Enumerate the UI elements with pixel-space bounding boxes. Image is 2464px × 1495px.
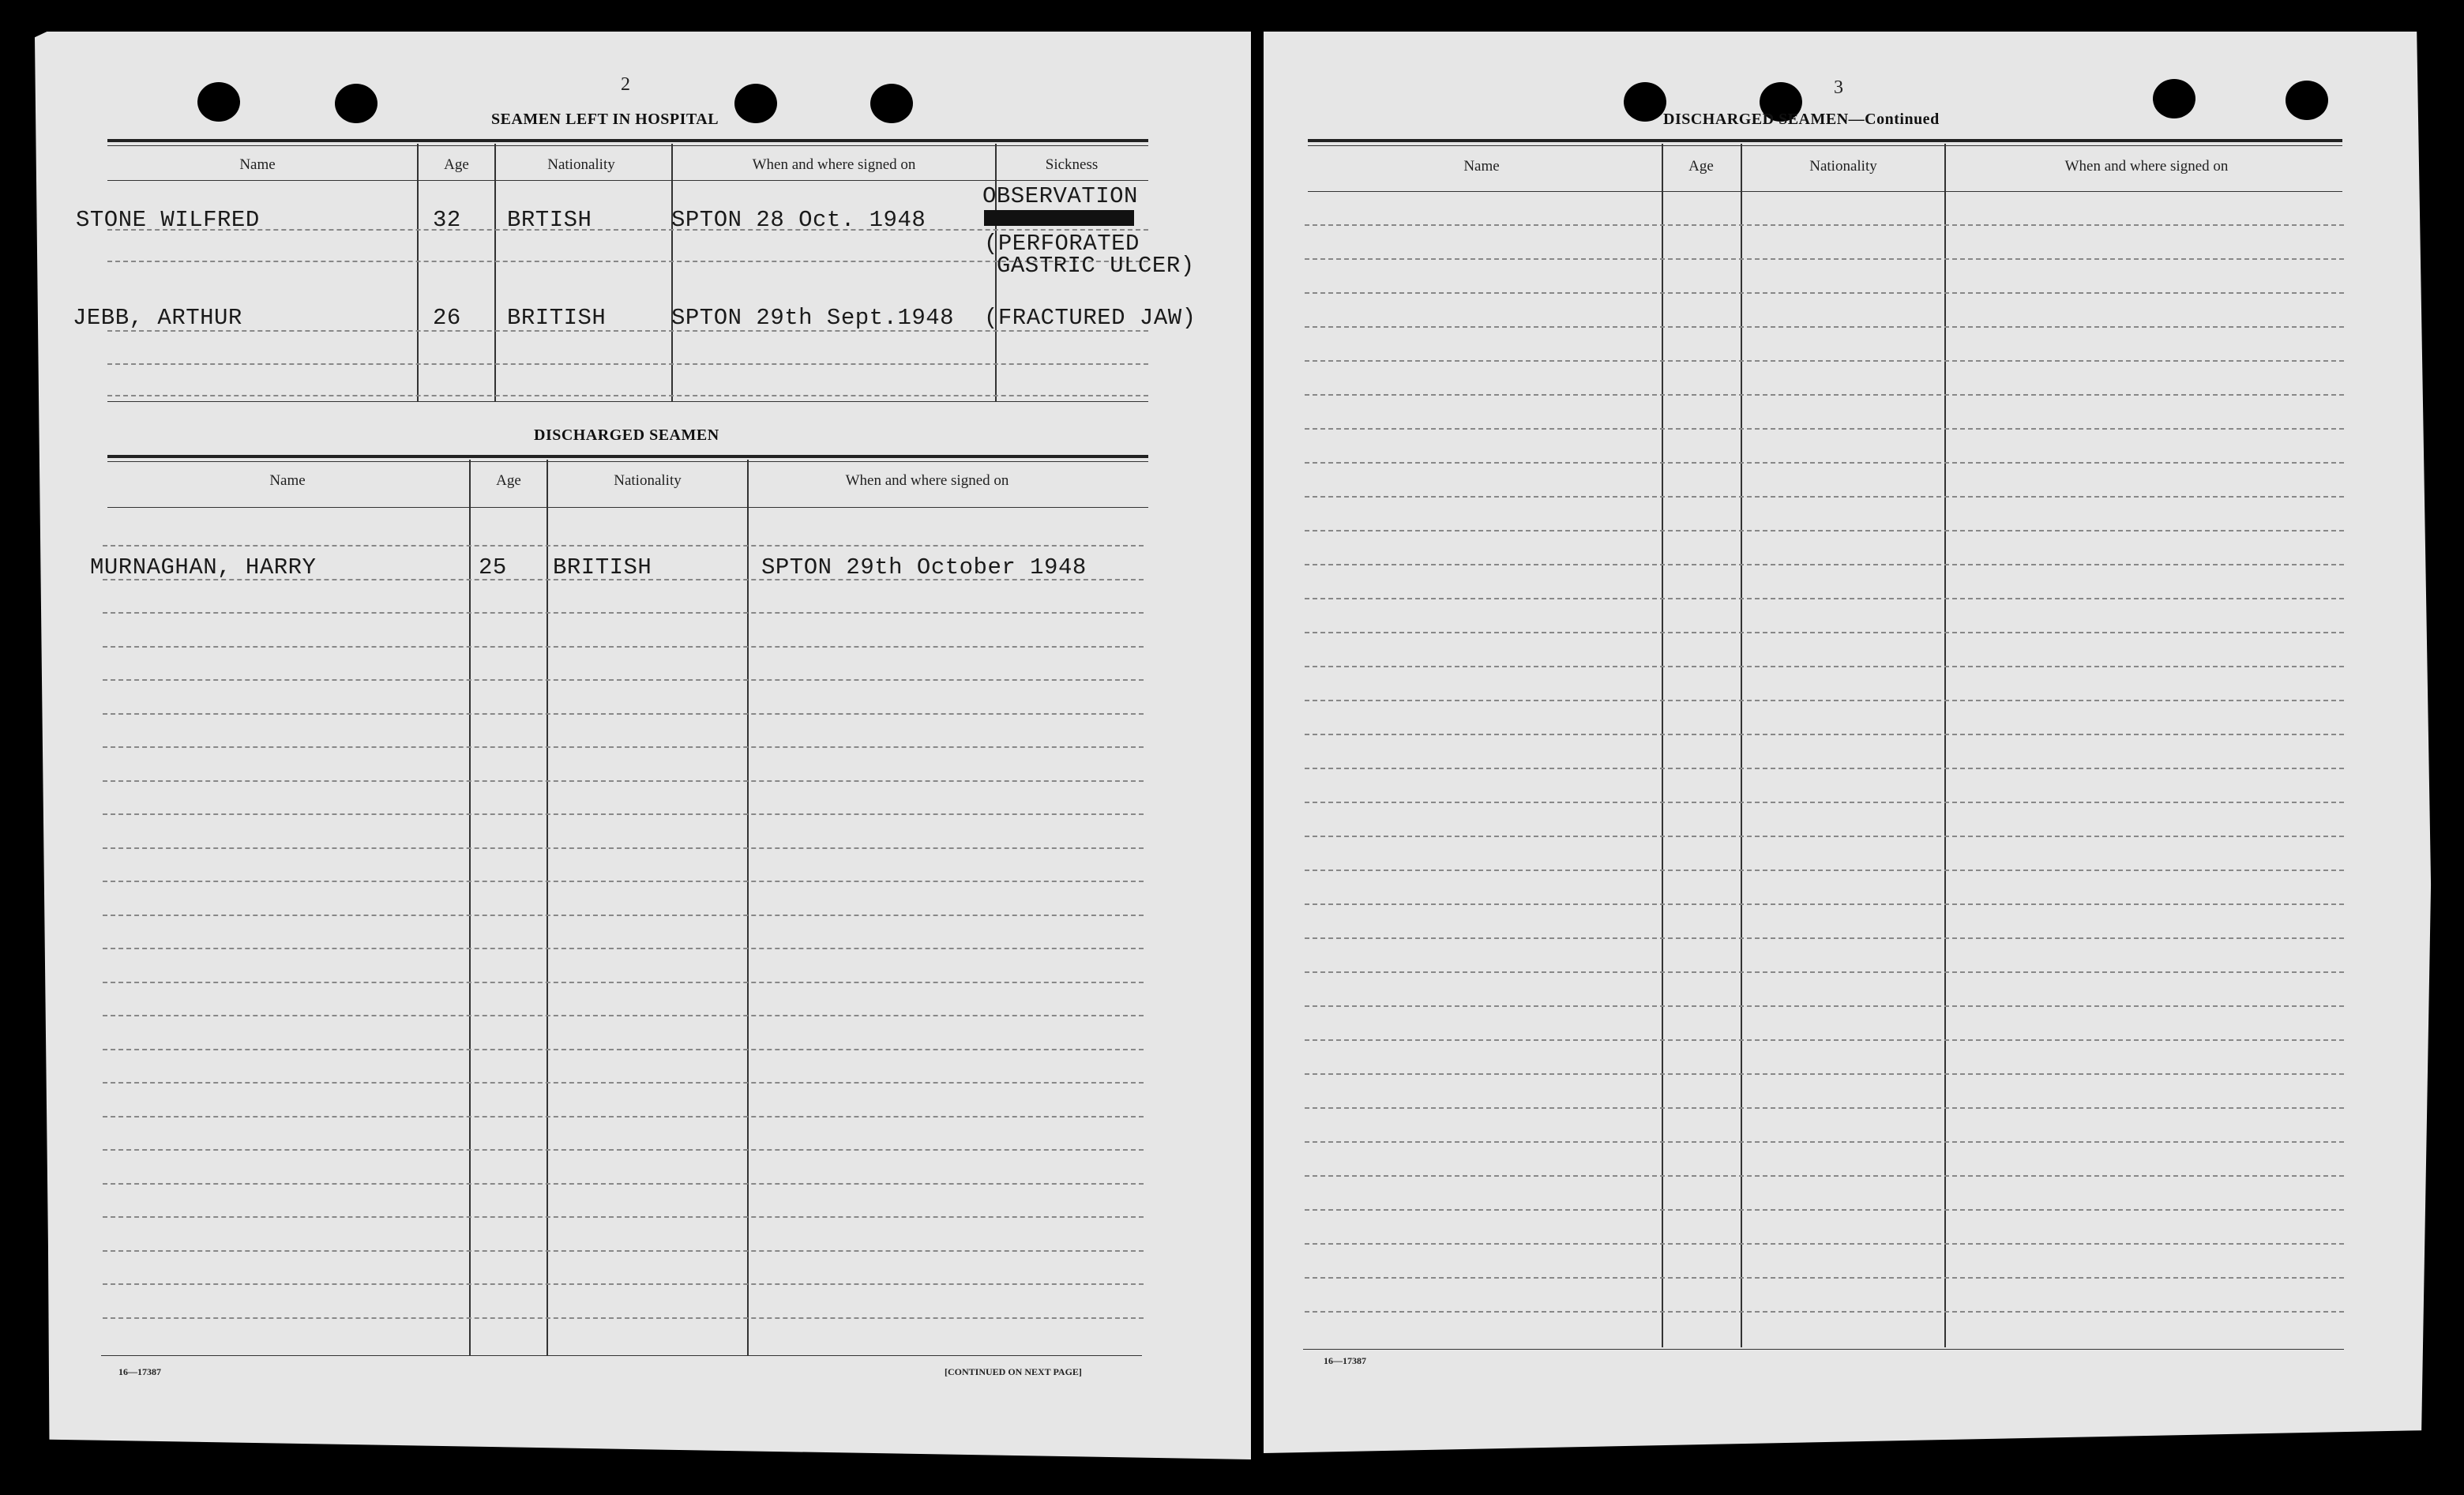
page-number: 2 bbox=[621, 74, 630, 95]
column-header-signed-on: When and where signed on bbox=[752, 156, 916, 173]
table-row-sickness: OBSERVATION bbox=[982, 183, 1138, 209]
entry-line bbox=[1305, 1039, 2344, 1041]
entry-line bbox=[103, 847, 1144, 849]
table-row-sickness: (FRACTURED JAW) bbox=[984, 305, 1196, 331]
entry-line bbox=[1305, 428, 2344, 430]
entry-line bbox=[103, 1317, 1144, 1319]
entry-line bbox=[1305, 1107, 2344, 1109]
column-divider bbox=[1662, 144, 1663, 1347]
entry-line bbox=[1305, 1311, 2344, 1313]
table-rule bbox=[1308, 139, 2342, 142]
entry-line bbox=[1305, 870, 2344, 871]
column-header-signed-on: When and where signed on bbox=[845, 472, 1009, 489]
entry-line bbox=[1305, 1175, 2344, 1177]
entry-line bbox=[1305, 937, 2344, 939]
title-main: DISCHARGED SEAMEN bbox=[1663, 111, 1849, 128]
column-header-sickness: Sickness bbox=[1045, 156, 1099, 173]
hospital-section-title: SEAMEN LEFT IN HOSPITAL bbox=[491, 111, 719, 128]
table-rule bbox=[101, 1355, 1142, 1356]
entry-line bbox=[103, 1216, 1144, 1218]
entry-line bbox=[103, 1283, 1144, 1285]
form-number: 16—17387 bbox=[118, 1366, 161, 1377]
entry-line bbox=[1305, 734, 2344, 735]
entry-line bbox=[1305, 462, 2344, 464]
table-rule bbox=[107, 507, 1148, 508]
table-row-signed-on: SPTON 29th October 1948 bbox=[761, 554, 1087, 580]
column-divider bbox=[1944, 144, 1946, 1347]
discharged-continued-title bbox=[1663, 111, 1940, 129]
table-row-age: 26 bbox=[433, 305, 461, 331]
table-rule bbox=[1303, 1349, 2344, 1350]
entry-line bbox=[103, 1183, 1144, 1185]
title-suffix: —Continued bbox=[1848, 111, 1940, 128]
table-row-age: 32 bbox=[433, 207, 461, 233]
entry-line bbox=[1305, 530, 2344, 532]
punch-hole bbox=[734, 84, 777, 123]
page-number: 3 bbox=[1834, 77, 1843, 98]
table-row-signed-on: SPTON 28 Oct. 1948 bbox=[671, 207, 926, 233]
table-rule bbox=[107, 180, 1148, 181]
entry-line bbox=[1305, 598, 2344, 599]
column-header-age: Age bbox=[444, 156, 469, 173]
entry-line bbox=[103, 1015, 1144, 1016]
entry-line bbox=[1305, 1209, 2344, 1211]
entry-line bbox=[103, 1116, 1144, 1117]
entry-line bbox=[103, 646, 1144, 648]
entry-line bbox=[1305, 1005, 2344, 1007]
entry-line bbox=[1305, 326, 2344, 328]
punch-hole bbox=[870, 84, 913, 123]
column-divider bbox=[747, 460, 749, 1355]
column-header-nationality: Nationality bbox=[614, 472, 682, 489]
table-rule bbox=[107, 401, 1148, 402]
entry-line bbox=[103, 881, 1144, 882]
entry-line bbox=[1305, 360, 2344, 362]
entry-line bbox=[1305, 394, 2344, 396]
table-rule bbox=[107, 461, 1148, 462]
entry-line bbox=[103, 1149, 1144, 1151]
entry-line bbox=[103, 713, 1144, 715]
punch-hole bbox=[2286, 81, 2328, 120]
entry-line bbox=[1305, 292, 2344, 294]
entry-line bbox=[107, 395, 1148, 396]
entry-line bbox=[107, 261, 1148, 262]
entry-line bbox=[103, 780, 1144, 782]
entry-line bbox=[1305, 836, 2344, 837]
entry-line bbox=[1305, 1243, 2344, 1245]
table-row-sickness: GASTRIC ULCER) bbox=[997, 253, 1195, 279]
table-row-signed-on: SPTON 29th Sept.1948 bbox=[671, 305, 955, 331]
table-row-age: 25 bbox=[479, 554, 507, 580]
column-header-age: Age bbox=[1688, 158, 1714, 175]
entry-line bbox=[1305, 1141, 2344, 1143]
punch-hole bbox=[335, 84, 377, 123]
column-header-nationality: Nationality bbox=[547, 156, 615, 173]
table-row-nationality: BRITISH bbox=[507, 305, 607, 331]
entry-line bbox=[1305, 1073, 2344, 1075]
entry-line bbox=[103, 813, 1144, 815]
entry-line bbox=[1305, 1277, 2344, 1279]
column-divider bbox=[469, 460, 471, 1355]
entry-line bbox=[107, 363, 1148, 365]
entry-line bbox=[103, 1049, 1144, 1050]
continued-note: [CONTINUED ON NEXT PAGE] bbox=[945, 1366, 1082, 1377]
entry-line bbox=[1305, 700, 2344, 701]
table-row-name: MURNAGHAN, HARRY bbox=[90, 554, 317, 580]
table-rule bbox=[1308, 191, 2342, 192]
form-number: 16—17387 bbox=[1324, 1355, 1366, 1366]
entry-line bbox=[1305, 768, 2344, 769]
entry-line bbox=[1305, 802, 2344, 803]
entry-line bbox=[103, 1250, 1144, 1252]
punch-hole bbox=[197, 82, 240, 122]
column-header-age: Age bbox=[496, 472, 521, 489]
table-row-sickness: (PERFORATED bbox=[984, 231, 1140, 257]
entry-line bbox=[1305, 496, 2344, 498]
column-header-signed-on: When and where signed on bbox=[2064, 158, 2229, 175]
column-header-name: Name bbox=[239, 156, 276, 173]
table-row-nationality: BRITISH bbox=[553, 554, 652, 580]
entry-line bbox=[103, 612, 1144, 614]
table-rule bbox=[107, 145, 1148, 146]
entry-line bbox=[1305, 903, 2344, 905]
entry-line bbox=[103, 1082, 1144, 1084]
entry-line bbox=[103, 545, 1144, 547]
entry-line bbox=[1305, 258, 2344, 260]
table-rule bbox=[107, 139, 1148, 142]
entry-line bbox=[103, 915, 1144, 916]
punch-hole bbox=[2153, 79, 2195, 118]
column-header-name: Name bbox=[1463, 158, 1500, 175]
column-header-nationality: Nationality bbox=[1809, 158, 1877, 175]
column-divider bbox=[1741, 144, 1742, 1347]
entry-line bbox=[1305, 632, 2344, 633]
entry-line bbox=[1305, 666, 2344, 667]
column-divider bbox=[547, 460, 548, 1355]
right-page bbox=[1264, 32, 2440, 1453]
table-rule bbox=[107, 455, 1148, 458]
table-rule bbox=[1308, 145, 2342, 146]
punch-hole bbox=[1624, 82, 1666, 122]
entry-line bbox=[1305, 224, 2344, 226]
discharged-section-title: DISCHARGED SEAMEN bbox=[534, 426, 719, 444]
entry-line bbox=[103, 679, 1144, 681]
redaction-mark bbox=[984, 210, 1134, 226]
table-row-name: JEBB, ARTHUR bbox=[73, 305, 242, 331]
table-row-nationality: BRTISH bbox=[507, 207, 592, 233]
entry-line bbox=[1305, 971, 2344, 973]
entry-line bbox=[1305, 564, 2344, 565]
entry-line bbox=[103, 948, 1144, 949]
column-header-name: Name bbox=[269, 472, 306, 489]
entry-line bbox=[103, 746, 1144, 748]
table-row-name: STONE WILFRED bbox=[76, 207, 260, 233]
entry-line bbox=[103, 982, 1144, 983]
